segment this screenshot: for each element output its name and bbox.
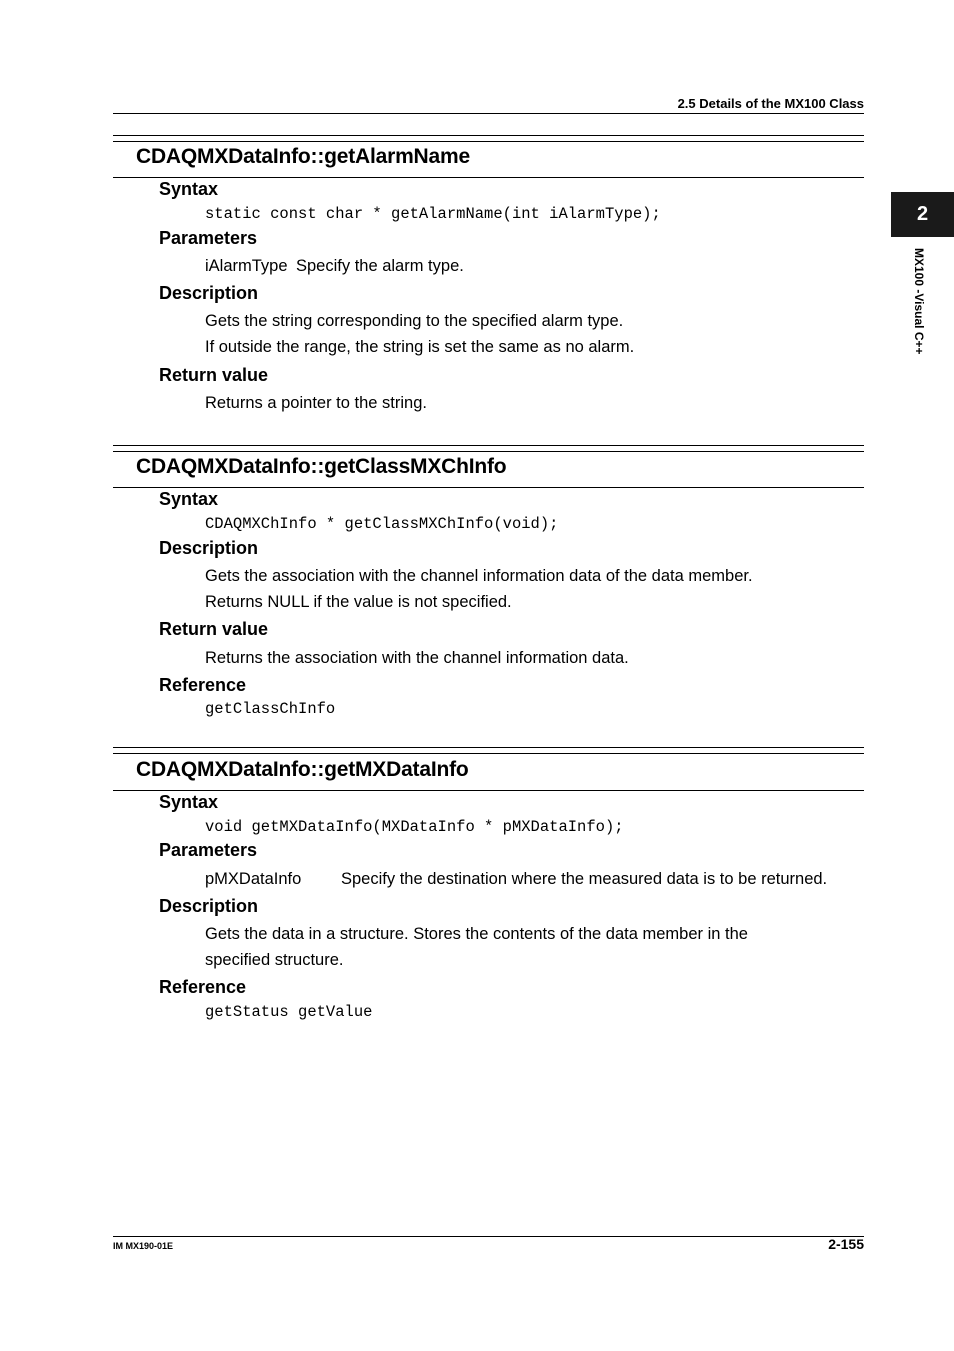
return-value-text: Returns a pointer to the string.: [205, 394, 427, 412]
chapter-tab-title-text: MX100 -Visual C++: [912, 248, 926, 355]
section-title: CDAQMXDataInfo::getMXDataInfo: [136, 758, 469, 781]
description-line: Gets the data in a structure. Stores the contents of the data member in the: [205, 925, 748, 943]
section-title: CDAQMXDataInfo::getAlarmName: [136, 145, 470, 168]
description-line: Returns NULL if the value is not specified.: [205, 593, 512, 611]
return-value-heading: Return value: [159, 619, 269, 639]
section-title-rule: [113, 487, 864, 488]
return-value-heading: Return value: [159, 365, 269, 385]
syntax-code: void getMXDataInfo(MXDataInfo * pMXDataInfo);: [205, 818, 624, 836]
syntax-code: CDAQMXChInfo * getClassMXChInfo(void);: [205, 515, 559, 533]
description-heading: Description: [159, 538, 259, 558]
header-rule: [113, 113, 864, 114]
syntax-heading: Syntax: [159, 179, 219, 199]
param-description: Specify the alarm type.: [296, 257, 464, 275]
parameters-heading: Parameters: [159, 840, 258, 860]
syntax-code: static const char * getAlarmName(int iAlarmType);: [205, 205, 661, 223]
reference-heading: Reference: [159, 977, 247, 997]
reference-code: getClassChInfo: [205, 700, 336, 718]
section-title-rule: [113, 790, 864, 791]
param-name: iAlarmType: [205, 257, 288, 275]
footer-rule: [113, 1236, 864, 1237]
reference-heading: Reference: [159, 675, 247, 695]
section-divider-top: [113, 135, 864, 136]
section-divider-top: [113, 747, 864, 748]
param-description: Specify the destination where the measured data is to be returned.: [341, 870, 828, 888]
description-heading: Description: [159, 896, 259, 916]
section-divider-bottom: [113, 451, 864, 452]
description-line: If outside the range, the string is set the same as no alarm.: [205, 338, 635, 356]
section-title-rule: [113, 177, 864, 178]
page-number: 2-155: [828, 1236, 864, 1252]
section-divider-bottom: [113, 141, 864, 142]
syntax-heading: Syntax: [159, 792, 219, 812]
param-name: pMXDataInfo: [205, 870, 302, 888]
description-line: specified structure.: [205, 951, 344, 969]
chapter-tab-title: [898, 248, 938, 392]
description-line: Gets the association with the channel information data of the data member.: [205, 567, 753, 585]
running-header: 2.5 Details of the MX100 Class: [677, 96, 864, 111]
parameters-heading: Parameters: [159, 228, 258, 248]
reference-code: getStatus getValue: [205, 1003, 373, 1021]
description-heading: Description: [159, 283, 259, 303]
description-line: Gets the string corresponding to the specified alarm type.: [205, 312, 624, 330]
syntax-heading: Syntax: [159, 489, 219, 509]
return-value-text: Returns the association with the channel information data.: [205, 649, 629, 667]
document-id: IM MX190-01E: [113, 1241, 174, 1251]
chapter-tab: 2: [891, 192, 954, 237]
section-title: CDAQMXDataInfo::getClassMXChInfo: [136, 455, 507, 478]
section-divider-top: [113, 445, 864, 446]
section-divider-bottom: [113, 753, 864, 754]
